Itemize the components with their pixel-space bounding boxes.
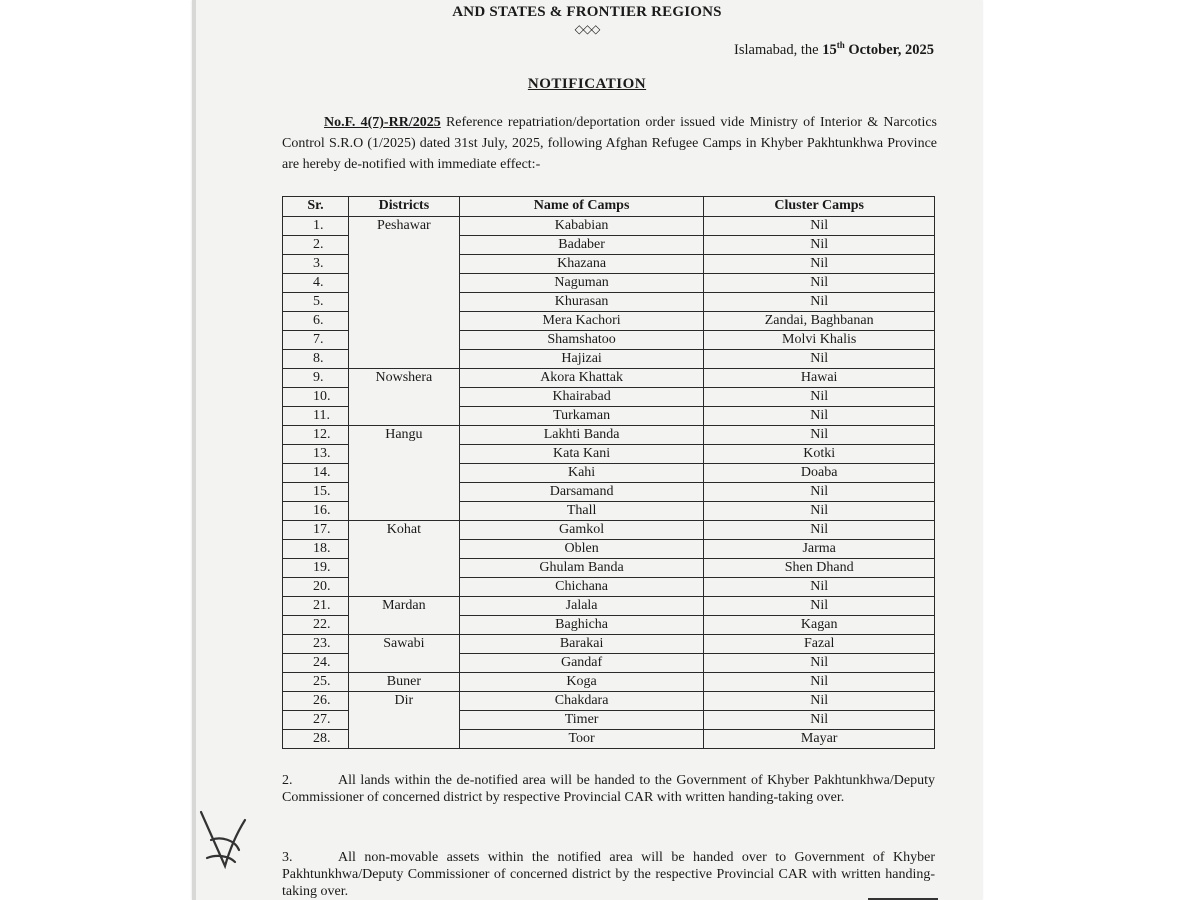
- paragraph-2: [282, 772, 935, 806]
- cell-cluster-camp: Nil: [704, 236, 935, 255]
- cell-camp-name: Chakdara: [459, 692, 704, 711]
- cell-sr: 11.: [283, 407, 349, 426]
- header-ornament: ◇◇◇: [574, 22, 600, 36]
- cell-camp-name: Naguman: [459, 274, 704, 293]
- cell-camp-name: Ghulam Banda: [459, 559, 704, 578]
- cell-sr: 27.: [283, 711, 349, 730]
- camps-table: [282, 196, 935, 749]
- cell-district: Dir: [348, 692, 459, 749]
- paragraph-3: [282, 849, 935, 900]
- cell-cluster-camp: Molvi Khalis: [704, 331, 935, 350]
- table-row: [283, 692, 935, 711]
- cell-cluster-camp: Nil: [704, 426, 935, 445]
- cell-sr: 24.: [283, 654, 349, 673]
- table-row: [283, 217, 935, 236]
- cell-sr: 8.: [283, 350, 349, 369]
- cell-sr: 2.: [283, 236, 349, 255]
- cell-camp-name: Baghicha: [459, 616, 704, 635]
- cell-cluster-camp: Nil: [704, 711, 935, 730]
- cell-cluster-camp: Nil: [704, 293, 935, 312]
- cell-camp-name: Mera Kachori: [459, 312, 704, 331]
- cell-cluster-camp: Nil: [704, 350, 935, 369]
- cell-camp-name: Gandaf: [459, 654, 704, 673]
- table-row: [283, 521, 935, 540]
- table-header-row: [283, 197, 935, 217]
- cell-district: Sawabi: [348, 635, 459, 673]
- cell-cluster-camp: Nil: [704, 521, 935, 540]
- paragraph-text: All non-movable assets within the notified area will be handed over to Government of Khyber Pakhtunkhwa/Deputy Commissioner of concerned district by the respective Provincial CAR with written handing-taking over.: [282, 850, 935, 899]
- cell-sr: 9.: [283, 369, 349, 388]
- cell-cluster-camp: Shen Dhand: [704, 559, 935, 578]
- table-row: [283, 673, 935, 692]
- cell-cluster-camp: Kotki: [704, 445, 935, 464]
- header-sr: Sr.: [283, 197, 349, 217]
- cell-district: Kohat: [348, 521, 459, 597]
- cell-cluster-camp: Mayar: [704, 730, 935, 749]
- ministry-header: AND STATES & FRONTIER REGIONS: [452, 4, 722, 20]
- cell-sr: 19.: [283, 559, 349, 578]
- cell-camp-name: Turkaman: [459, 407, 704, 426]
- cell-sr: 4.: [283, 274, 349, 293]
- header-camp-name: Name of Camps: [459, 197, 704, 217]
- cell-sr: 14.: [283, 464, 349, 483]
- paragraph-text: All lands within the de-notified area will be handed to the Government of Khyber Pakhtunkhwa/Deputy Commissioner of concerned district by respective Provincial CAR with written handing-taking over.: [282, 773, 935, 805]
- cell-camp-name: Jalala: [459, 597, 704, 616]
- cell-cluster-camp: Nil: [704, 578, 935, 597]
- cell-sr: 18.: [283, 540, 349, 559]
- cell-district: Buner: [348, 673, 459, 692]
- signature-mark: [195, 800, 251, 870]
- cell-camp-name: Khairabad: [459, 388, 704, 407]
- cell-cluster-camp: Nil: [704, 692, 935, 711]
- date-ordinal: th: [836, 40, 845, 50]
- cell-sr: 13.: [283, 445, 349, 464]
- cell-camp-name: Hajizai: [459, 350, 704, 369]
- cell-camp-name: Timer: [459, 711, 704, 730]
- cell-sr: 22.: [283, 616, 349, 635]
- cell-sr: 16.: [283, 502, 349, 521]
- cell-sr: 15.: [283, 483, 349, 502]
- cell-district: Mardan: [348, 597, 459, 635]
- cell-camp-name: Toor: [459, 730, 704, 749]
- cell-camp-name: Koga: [459, 673, 704, 692]
- cell-cluster-camp: Nil: [704, 388, 935, 407]
- cell-sr: 28.: [283, 730, 349, 749]
- cell-district: Peshawar: [348, 217, 459, 369]
- cell-cluster-camp: Doaba: [704, 464, 935, 483]
- cell-cluster-camp: Nil: [704, 654, 935, 673]
- cell-sr: 5.: [283, 293, 349, 312]
- intro-text: Reference repatriation/deportation order issued vide Ministry of Interior & Narcotics Control S.R.O (1/2025) dated 31st July, 2025, following Afghan Refugee Camps in Khyber Pakhtunkhwa Province are hereby de-notified with immediate effect:-: [282, 115, 937, 172]
- cell-cluster-camp: Hawai: [704, 369, 935, 388]
- date-day: 15: [822, 41, 837, 58]
- paragraph-number: 3.: [282, 850, 293, 865]
- cell-camp-name: Thall: [459, 502, 704, 521]
- cell-cluster-camp: Nil: [704, 274, 935, 293]
- cell-cluster-camp: Nil: [704, 483, 935, 502]
- cell-camp-name: Gamkol: [459, 521, 704, 540]
- date-rest: October, 2025: [844, 41, 934, 58]
- cell-camp-name: Khurasan: [459, 293, 704, 312]
- cell-sr: 17.: [283, 521, 349, 540]
- cell-sr: 23.: [283, 635, 349, 654]
- cell-sr: 20.: [283, 578, 349, 597]
- cell-cluster-camp: Nil: [704, 597, 935, 616]
- cell-district: Nowshera: [348, 369, 459, 426]
- table-row: [283, 597, 935, 616]
- cell-camp-name: Kahi: [459, 464, 704, 483]
- cell-cluster-camp: Jarma: [704, 540, 935, 559]
- table-row: [283, 635, 935, 654]
- cell-sr: 26.: [283, 692, 349, 711]
- cell-cluster-camp: Fazal: [704, 635, 935, 654]
- cell-camp-name: Kababian: [459, 217, 704, 236]
- reference-number: No.F. 4(7)-RR/2025: [324, 115, 441, 130]
- cell-sr: 21.: [283, 597, 349, 616]
- cell-district: Hangu: [348, 426, 459, 521]
- cell-cluster-camp: Zandai, Baghbanan: [704, 312, 935, 331]
- cell-camp-name: Kata Kani: [459, 445, 704, 464]
- cell-camp-name: Badaber: [459, 236, 704, 255]
- cell-cluster-camp: Nil: [704, 673, 935, 692]
- notification-title: NOTIFICATION: [527, 76, 647, 92]
- date-line: [734, 40, 934, 59]
- cell-sr: 25.: [283, 673, 349, 692]
- cell-camp-name: Shamshatoo: [459, 331, 704, 350]
- cell-cluster-camp: Nil: [704, 407, 935, 426]
- table-row: [283, 426, 935, 445]
- cell-cluster-camp: Nil: [704, 255, 935, 274]
- cell-camp-name: Khazana: [459, 255, 704, 274]
- cell-camp-name: Oblen: [459, 540, 704, 559]
- cell-sr: 6.: [283, 312, 349, 331]
- paragraph-number: 2.: [282, 773, 293, 788]
- cell-cluster-camp: Kagan: [704, 616, 935, 635]
- cell-sr: 12.: [283, 426, 349, 445]
- cell-sr: 7.: [283, 331, 349, 350]
- table-row: [283, 369, 935, 388]
- header-districts: Districts: [348, 197, 459, 217]
- cell-camp-name: Chichana: [459, 578, 704, 597]
- date-place: Islamabad, the: [734, 41, 823, 58]
- camps-table-body: [283, 217, 935, 749]
- cell-cluster-camp: Nil: [704, 502, 935, 521]
- intro-paragraph: [282, 112, 937, 175]
- header-cluster-camps: Cluster Camps: [704, 197, 935, 217]
- cell-sr: 3.: [283, 255, 349, 274]
- cell-sr: 10.: [283, 388, 349, 407]
- cell-camp-name: Barakai: [459, 635, 704, 654]
- cell-camp-name: Lakhti Banda: [459, 426, 704, 445]
- cell-cluster-camp: Nil: [704, 217, 935, 236]
- cell-camp-name: Akora Khattak: [459, 369, 704, 388]
- cell-camp-name: Darsamand: [459, 483, 704, 502]
- cell-sr: 1.: [283, 217, 349, 236]
- document-page: [192, 0, 982, 900]
